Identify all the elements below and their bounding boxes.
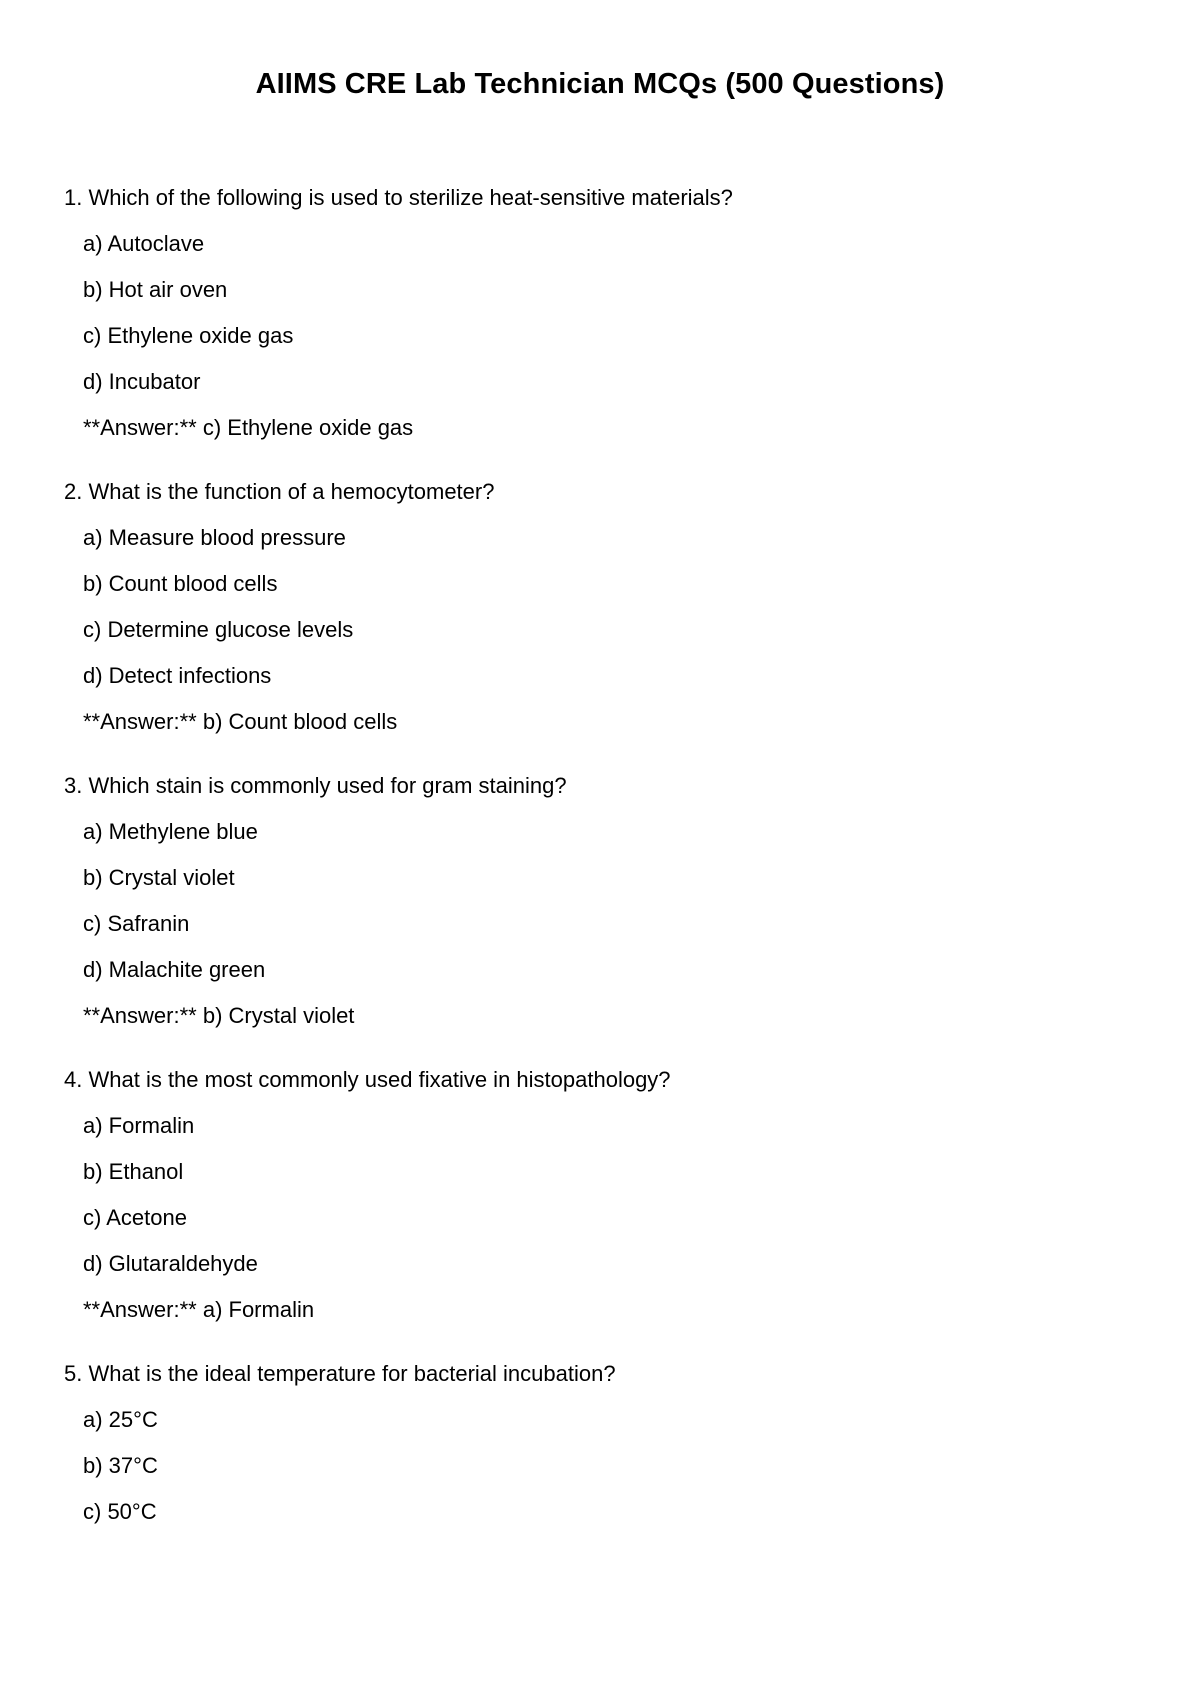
question-prompt: What is the function of a hemocytometer? [88, 479, 495, 504]
option-a: a) Autoclave [83, 231, 205, 256]
question-prompt: Which stain is commonly used for gram staining? [88, 773, 567, 798]
question-prompt: Which of the following is used to sterilize heat-sensitive materials? [88, 185, 733, 210]
question-list [64, 180, 1144, 1568]
question-number: 4. [64, 1067, 83, 1092]
option-d: d) Detect infections [83, 663, 272, 688]
question-2 [64, 474, 1144, 740]
question-text [64, 1062, 1144, 1098]
question-number: 5. [64, 1361, 83, 1386]
option-b: b) Hot air oven [83, 277, 228, 302]
option-list [64, 1108, 1144, 1292]
option-a: a) Methylene blue [83, 819, 258, 844]
question-text [64, 1356, 1144, 1392]
question-text [64, 474, 1144, 510]
option-c: c) Determine glucose levels [83, 617, 354, 642]
option-c: c) Safranin [83, 911, 190, 936]
question-text [64, 180, 1144, 216]
option-list [64, 814, 1144, 998]
option-c: c) Acetone [83, 1205, 187, 1230]
option-d: d) Incubator [83, 369, 201, 394]
option-a: a) Measure blood pressure [83, 525, 346, 550]
option-a: a) 25°C [83, 1407, 158, 1432]
question-prompt: What is the ideal temperature for bacterial incubation? [88, 1361, 616, 1386]
option-c: c) Ethylene oxide gas [83, 323, 294, 348]
answer-line: **Answer:** b) Crystal violet [83, 1003, 355, 1028]
question-number: 1. [64, 185, 83, 210]
question-1 [64, 180, 1144, 446]
option-b: b) Ethanol [83, 1159, 184, 1184]
answer-line: **Answer:** c) Ethylene oxide gas [83, 415, 414, 440]
answer-line: **Answer:** a) Formalin [83, 1297, 315, 1322]
question-4 [64, 1062, 1144, 1328]
option-d: d) Malachite green [83, 957, 266, 982]
option-c: c) 50°C [83, 1499, 157, 1524]
question-prompt: What is the most commonly used fixative in histopathology? [88, 1067, 671, 1092]
option-b: b) Crystal violet [83, 865, 235, 890]
question-3 [64, 768, 1144, 1034]
option-list [64, 520, 1144, 704]
option-list [64, 226, 1144, 410]
question-text [64, 768, 1144, 804]
option-list [64, 1402, 1144, 1540]
option-b: b) Count blood cells [83, 571, 278, 596]
option-b: b) 37°C [83, 1453, 158, 1478]
question-number: 2. [64, 479, 83, 504]
option-a: a) Formalin [83, 1113, 195, 1138]
question-number: 3. [64, 773, 83, 798]
question-5 [64, 1356, 1144, 1540]
answer-line: **Answer:** b) Count blood cells [83, 709, 398, 734]
page-title: AIIMS CRE Lab Technician MCQs (500 Questions) [255, 68, 945, 100]
option-d: d) Glutaraldehyde [83, 1251, 258, 1276]
